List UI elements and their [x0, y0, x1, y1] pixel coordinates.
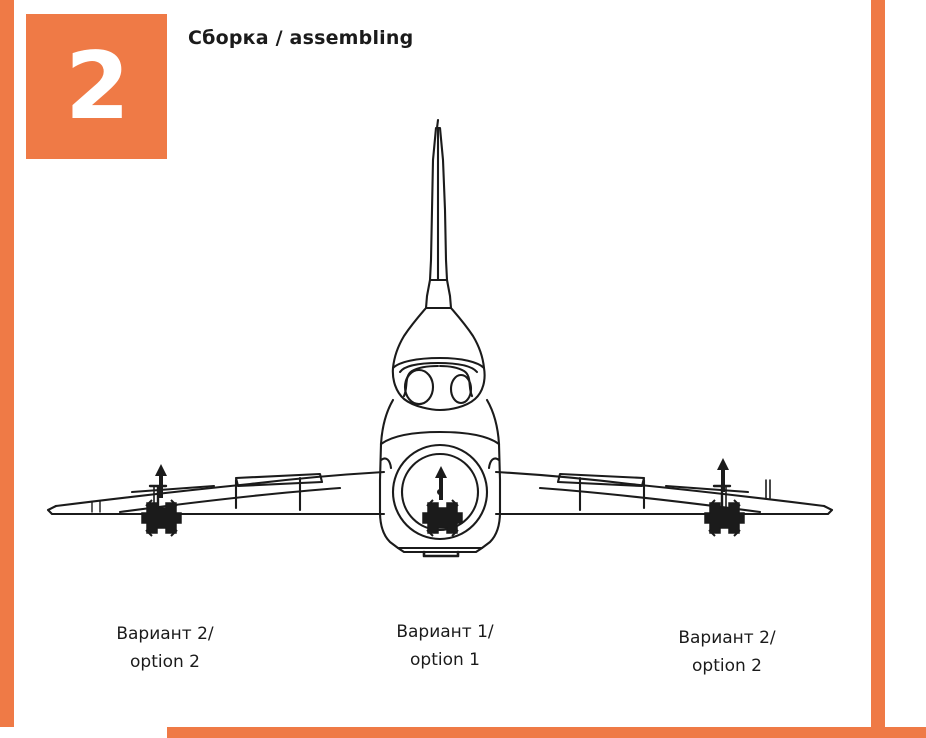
- caption-left: [70, 620, 260, 676]
- mount-left: [142, 500, 181, 536]
- caption-center: [350, 618, 540, 674]
- step-number: 2: [65, 32, 128, 140]
- caption-right: [632, 624, 822, 680]
- caption-center-line2: option 1: [410, 650, 480, 670]
- caption-right-line2: option 2: [692, 656, 762, 676]
- caption-left-line1: Вариант 2/: [116, 624, 214, 644]
- caption-center-line1: Вариант 1/: [396, 622, 494, 642]
- arrow-center: [435, 466, 447, 500]
- mount-right: [705, 500, 744, 536]
- caption-left-line2: option 2: [130, 652, 200, 672]
- bottom-accent-band: [167, 727, 926, 738]
- assembly-diagram: [0, 100, 926, 580]
- page-title: Сборка / assembling: [188, 27, 414, 49]
- caption-right-line1: Вариант 2/: [678, 628, 776, 648]
